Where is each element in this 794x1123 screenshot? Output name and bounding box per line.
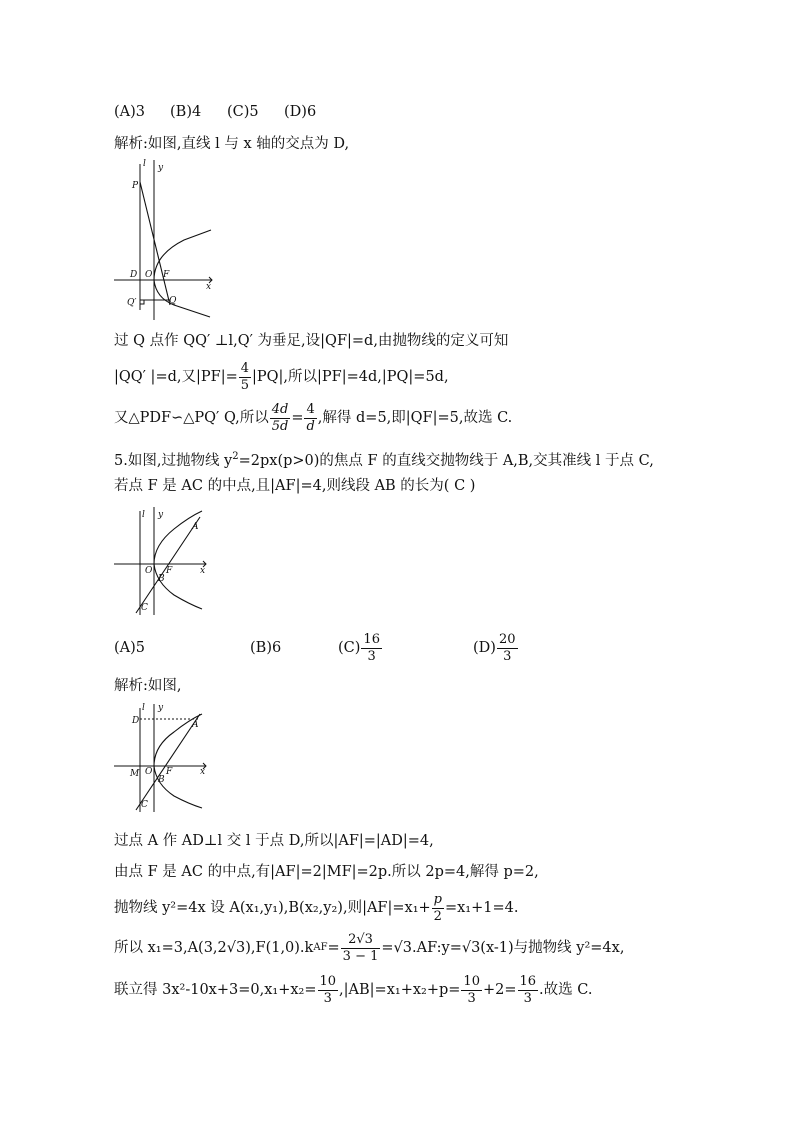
fig-label-f: F (166, 767, 173, 777)
fig-label-x: x (200, 767, 206, 777)
q5-option-d: (D) $\frac{20}{3}$ (473, 631, 516, 664)
q4-line1: 过 Q 点作 QQ′ ⊥l,Q′ 为垂足,设|QF|=d,由抛物线的定义可知 (114, 333, 509, 349)
fig-label-f: F (163, 270, 170, 280)
q5-analysis-line1: 过点 A 作 AD⊥l 交 l 于点 D,所以|AF|=|AD|=4, (114, 833, 434, 849)
fig-label-o: O (145, 270, 153, 280)
q5-option-b: (B)6 (250, 640, 282, 656)
fig-label-x: x (200, 566, 206, 576)
q5-analysis-line4: 所以 x₁=3,A(3,2√3),F(1,0).k AF = $\frac{2√3}{3 - 1}$ =√3.AF:y=√3(x-1)与抛物线 y²=4x, (114, 931, 625, 964)
fig-label-b: B (158, 775, 165, 785)
fig-label-o: O (145, 767, 153, 777)
q4-option-b: (B)4 (170, 104, 202, 120)
fig-label-l: l (142, 703, 145, 713)
fig-label-b: B (158, 574, 165, 584)
q4-option-c: (C)5 (227, 104, 259, 120)
q4-analysis-intro: 解析:如图,直线 l 与 x 轴的交点为 D, (114, 136, 350, 152)
fig-label-x: x (206, 282, 212, 292)
q4-line3: 又△PDF∽△PQ′ Q,所以 $\frac{4d}{5d}$ = $\frac{4}{d}$ ,解得 d=5,即|QF|=5,故选 C. (114, 401, 513, 434)
fig-label-d: D (132, 716, 140, 726)
q5-option-c: (C) $\frac{16}{3}$ (338, 631, 380, 664)
q5-analysis-line2: 由点 F 是 AC 的中点,有|AF|=2|MF|=2p.所以 2p=4,解得 p=2, (114, 864, 539, 880)
q5-stem-line2: 若点 F 是 AC 的中点,且|AF|=4,则线段 AB 的长为( C ) (114, 478, 476, 494)
q5-analysis-line3: 抛物线 y²=4x 设 A(x₁,y₁),B(x₂,y₂),则|AF|=x₁+ $\frac{p}{2}$ =x₁+1=4. (114, 891, 519, 924)
fig-label-y: y (158, 510, 164, 520)
fig-label-o: O (145, 566, 153, 576)
fraction-4d-5d: $\frac{4d}{5d}$ (271, 401, 289, 434)
fraction-4-5: $\frac{4}{5}$ (240, 360, 250, 393)
fig-label-q: Q (169, 296, 177, 306)
fig-label-d: D (130, 270, 138, 280)
fig-label-p: P (132, 181, 139, 191)
fig-label-y: y (158, 703, 164, 713)
q5-figure-2 (114, 704, 214, 812)
fig-label-f: F (166, 566, 173, 576)
fraction-4-d: $\frac{4}{d}$ (306, 401, 315, 434)
q4-line2: |QQ′ |=d,又|PF|= $\frac{4}{5}$ |PQ|,所以|PF|=4d,|PQ|=5d, (114, 360, 449, 393)
fig-label-m: M (130, 769, 140, 779)
q4-figure (114, 160, 224, 320)
fig-label-l: l (143, 159, 146, 169)
fig-label-a: A (192, 522, 199, 532)
fig-label-a: A (192, 720, 199, 730)
q4-option-a: (A)3 (114, 104, 146, 120)
fig-label-l: l (142, 510, 145, 520)
q5-analysis-intro: 解析:如图, (114, 678, 182, 694)
q5-analysis-line5: 联立得 3x²-10x+3=0,x₁+x₂= $\frac{10}{3}$ ,|AB|=x₁+x₂+p= $\frac{10}{3}$ +2= $\frac{16}{3}$ .故选 C. (114, 973, 593, 1006)
q5-option-a: (A)5 (114, 640, 146, 656)
fig-label-q-prime: Q′ (127, 298, 137, 308)
q5-figure-1 (114, 507, 214, 615)
fig-label-c: C (141, 603, 148, 613)
fig-label-y: y (158, 163, 164, 173)
q4-option-d: (D)6 (284, 104, 317, 120)
fig-label-c: C (141, 800, 148, 810)
q5-stem-line1: 5.如图,过抛物线 $y^2=2px(p>0)$的焦点 F 的直线交抛物线于 A,B,交其准线 l 于点 C, (114, 451, 654, 469)
